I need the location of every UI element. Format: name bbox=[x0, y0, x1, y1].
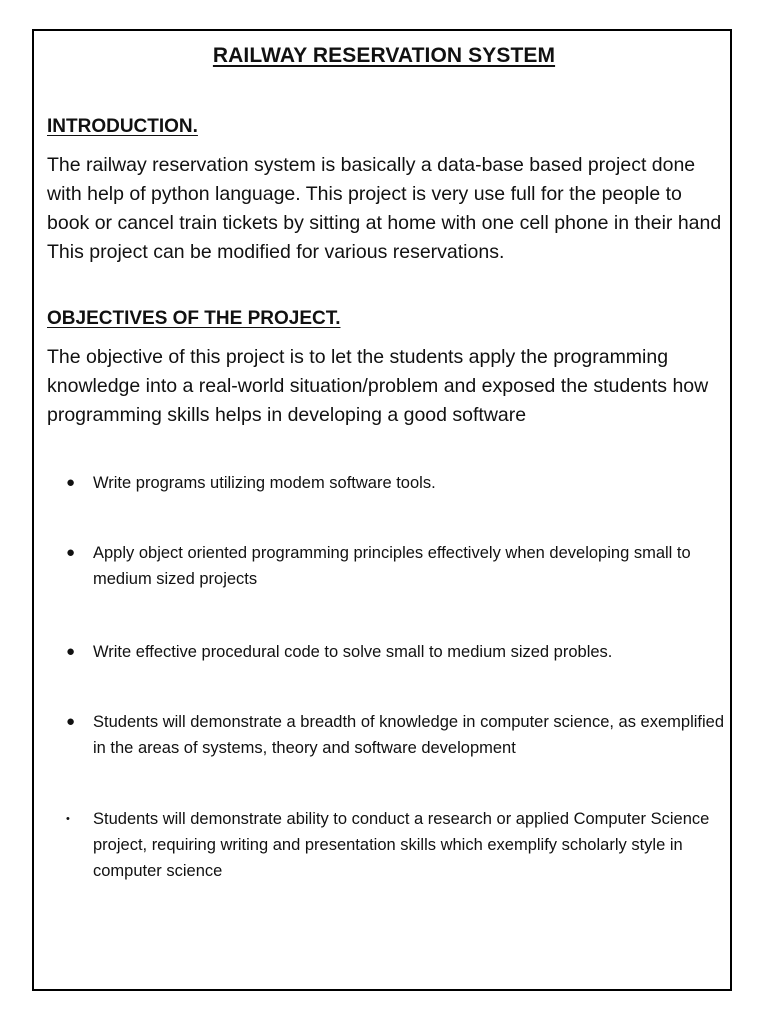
bullet-text: Write effective procedural code to solve small to medium sized probles. bbox=[93, 643, 613, 661]
bullet-item bbox=[66, 540, 731, 592]
document-title: RAILWAY RESERVATION SYSTEM bbox=[212, 44, 556, 67]
bullet-dot-icon: ● bbox=[66, 643, 76, 660]
bullet-text: Students will demonstrate ability to conduct a research or applied Computer Science project, requiring writing and presentation skills which exemplify scholarly style in computer science bbox=[93, 810, 710, 880]
bullet-text: Students will demonstrate a breadth of knowledge in computer science, as exemplified in the areas of systems, theory and software development bbox=[93, 713, 725, 757]
bullet-item bbox=[66, 806, 731, 884]
objectives-heading: OBJECTIVES OF THE PROJECT. bbox=[47, 308, 341, 329]
bullet-dot-icon: ● bbox=[66, 544, 76, 561]
bullet-item bbox=[66, 709, 731, 761]
bullet-dot-icon: • bbox=[66, 813, 70, 825]
introduction-heading: INTRODUCTION. bbox=[47, 116, 198, 137]
bullet-dot-icon: ● bbox=[66, 474, 76, 491]
bullet-item bbox=[66, 639, 731, 665]
bullet-text: Write programs utilizing modem software tools. bbox=[93, 474, 436, 492]
bullet-dot-icon: ● bbox=[66, 713, 76, 730]
introduction-paragraph: The railway reservation system is basically a data-base based project done with help of python language. This project is very use full for the people to book or cancel train tickets by sitting at home with one cell phone in their hand This project can be modified for various reservations. bbox=[47, 154, 722, 263]
bullet-item bbox=[66, 470, 731, 496]
bullet-text: Apply object oriented programming principles effectively when developing small to medium sized projects bbox=[93, 544, 691, 588]
objectives-paragraph: The objective of this project is to let the students apply the programming knowledge into a real-world situation/problem and exposed the students how programming skills helps in developing a good software bbox=[47, 346, 709, 426]
